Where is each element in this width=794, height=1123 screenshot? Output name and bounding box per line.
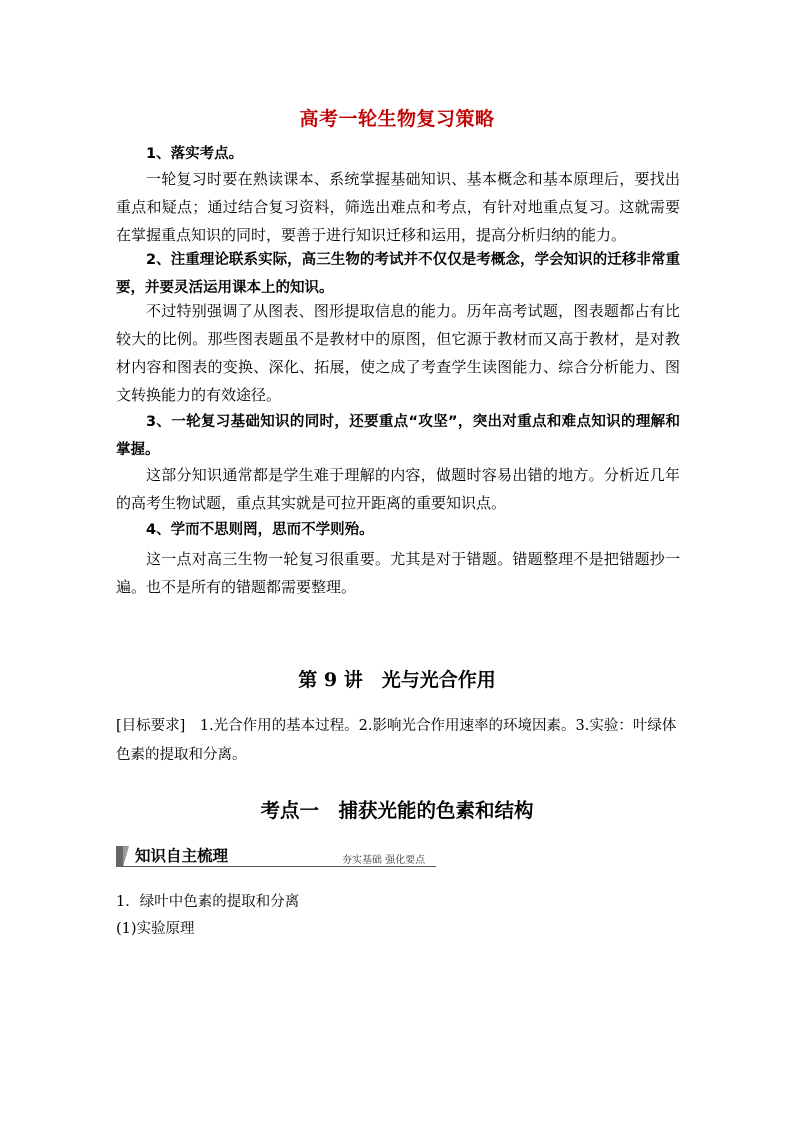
section-1-body: 一轮复习时要在熟读课本、系统掌握基础知识、基本概念和基本原理后，要找出重点和疑点；通过结合复习资料，筛选出难点和考点，有针对地重点复习。这就需要在掌握重点知识的同时，要善于进行知识迁移和运用，提高分析归纳的能力。 xyxy=(116,170,680,244)
bar-marker-icon xyxy=(116,846,123,867)
section-2-heading: 2、注重理论联系实际，高三生物的考试并不仅仅是考概念，学会知识的迁移非常重要，并要灵活运用课本上的知识。 xyxy=(116,252,680,296)
section-4-heading: 4、学而不思则罔，思而不学则殆。 xyxy=(146,522,374,538)
section-3-body: 这部分知识通常都是学生难于理解的内容，做题时容易出错的地方。分析近几年的高考生物试题，重点其实就是可拉开距离的重要知识点。 xyxy=(116,466,680,512)
section-2-body: 不过特别强调了从图表、图形提取信息的能力。历年高考试题，图表题都占有比较大的比例。那些图表题虽不是教材中的原图，但它源于教材而又高于教材，是对教材内容和图表的变换、深化、拓展，使之成了考查学生读图能力、综合分析能力、图文转换能力的有效途径。 xyxy=(116,302,680,404)
section-1-heading: 1、落实考点。 xyxy=(146,146,244,162)
knowledge-bar-label: 知识自主梳理 xyxy=(135,847,229,865)
document-title: 高考一轮生物复习策略 xyxy=(299,108,495,130)
section-4-body: 这一点对高三生物一轮复习很重要。尤其是对于错题。错题整理不是把错题抄一遍。也不是所有的错题都需要整理。 xyxy=(116,550,680,596)
bar-wedge-icon xyxy=(123,846,129,867)
list-item: (1)实验原理 xyxy=(116,921,195,937)
section-3-heading: 3、一轮复习基础知识的同时，还要重点“攻坚”，突出对重点和难点知识的理解和掌握。 xyxy=(116,414,680,458)
knowledge-bar xyxy=(116,846,436,868)
section-title: 考点一 捕获光能的色素和结构 xyxy=(260,799,534,822)
lecture-title: 第 9 讲 光与光合作用 xyxy=(298,669,496,691)
learning-goals: [目标要求] 1.光合作用的基本过程。2.影响光合作用速率的环境因素。3.实验：叶绿体色素的提取和分离。 xyxy=(116,718,677,763)
knowledge-bar-rule xyxy=(123,866,436,867)
list-item: 1．绿叶中色素的提取和分离 xyxy=(116,894,300,910)
knowledge-bar-subtitle: 夯实基础 强化要点 xyxy=(342,855,426,866)
